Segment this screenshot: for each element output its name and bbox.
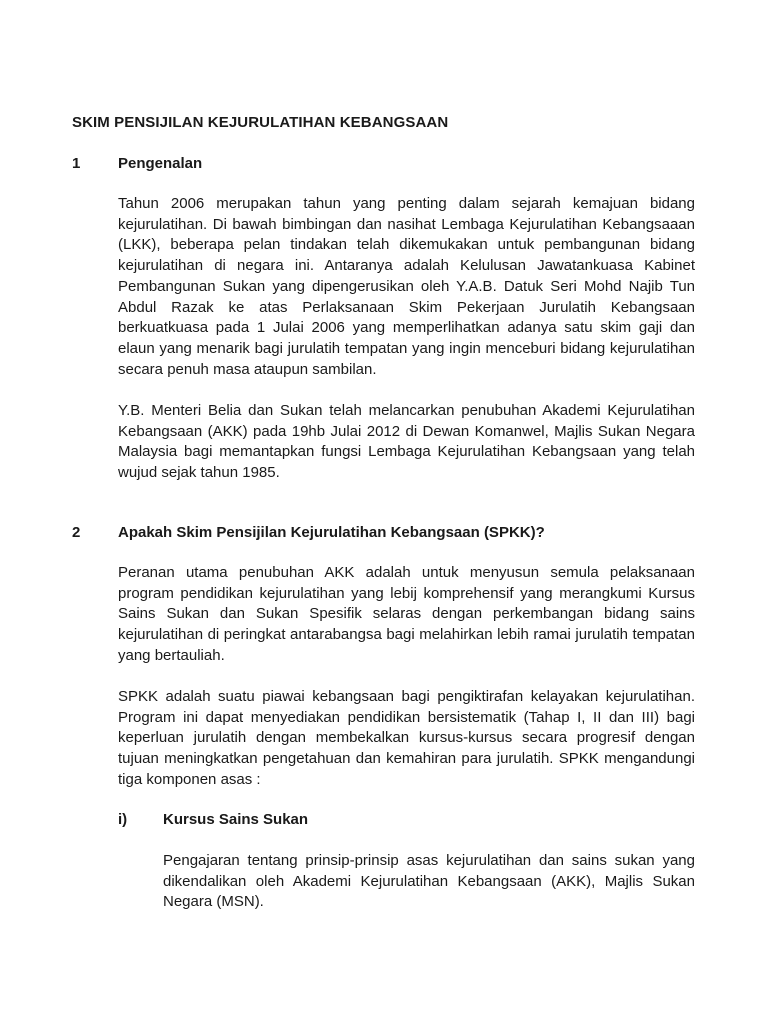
subsection-i-heading: Kursus Sains Sukan — [163, 811, 309, 828]
section-1-heading: Pengenalan — [118, 155, 203, 172]
subsection-i-number: i) — [118, 811, 128, 828]
section-2-number: 2 — [72, 524, 81, 541]
section-1-number: 1 — [72, 155, 81, 172]
document-title: SKIM PENSIJILAN KEJURULATIHAN KEBANGSAAN — [72, 114, 449, 131]
subsection-i-paragraph: Pengajaran tentang prinsip-prinsip asas kejurulatihan dan sains sukan yang dikendalikan oleh Akademi Kejurulatihan Kebangsaan (AKK), Majlis Sukan Negara (MSN). — [163, 852, 695, 911]
section-1-paragraph-2: Y.B. Menteri Belia dan Sukan telah melancarkan penubuhan Akademi Kejurulatihan Kebangsaan (AKK) pada 19hb Julai 2012 di Dewan Komanwel, Majlis Sukan Negara Malaysia bagi memantapkan fungsi Lembaga Kejurulatihan Kebangsaan yang telah wujud sejak tahun 1985. — [118, 402, 695, 482]
section-2-paragraph-2: SPKK adalah suatu piawai kebangsaan bagi pengiktirafan kelayakan kejurulatihan. Program ini dapat menyediakan pendidikan bersistematik (Tahap I, II dan III) bagi keperluan jurulatih dengan membekalkan kursus-kursus secara progresif dengan tujuan meningkatkan pengetahuan dan kemahiran para jurulatih. SPKK mengandungi tiga komponen asas : — [118, 688, 695, 788]
section-2-heading: Apakah Skim Pensijilan Kejurulatihan Kebangsaan (SPKK)? — [118, 524, 545, 541]
section-1-paragraph-1: Tahun 2006 merupakan tahun yang penting dalam sejarah kemajuan bidang kejurulatihan. Di bawah bimbingan dan nasihat Lembaga Kejurulatihan Kebangsaaan (LKK), beberapa pelan tindakan telah dikemukakan untuk pembangunan bidang kejurulatihan di negara ini. Antaranya adalah Kelulusan Jawatankuasa Kabinet Pembangunan Sukan yang dipengerusikan oleh Y.A.B. Datuk Seri Mohd Najib Tun Abdul Razak ke atas Perlaksanaan Skim Pekerjaan Jurulatih Kebangsaan berkuatkuasa pada 1 Julai 2006 yang memperlihatkan adanya satu skim gaji dan elaun yang menarik bagi jurulatih tempatan yang ingin menceburi bidang kejurulatihan secara penuh masa ataupun sambilan. — [118, 195, 695, 378]
section-2-paragraph-1: Peranan utama penubuhan AKK adalah untuk menyusun semula pelaksanaan program pendidikan kejurulatihan yang lebij komprehensif yang merangkumi Kursus Sains Sukan dan Sukan Spesifik selaras dengan perkembangan bidang sains kejurulatihan di peringkat antarabangsa bagi melahirkan lebih ramai jurulatih tempatan yang bertauliah. — [118, 564, 695, 664]
